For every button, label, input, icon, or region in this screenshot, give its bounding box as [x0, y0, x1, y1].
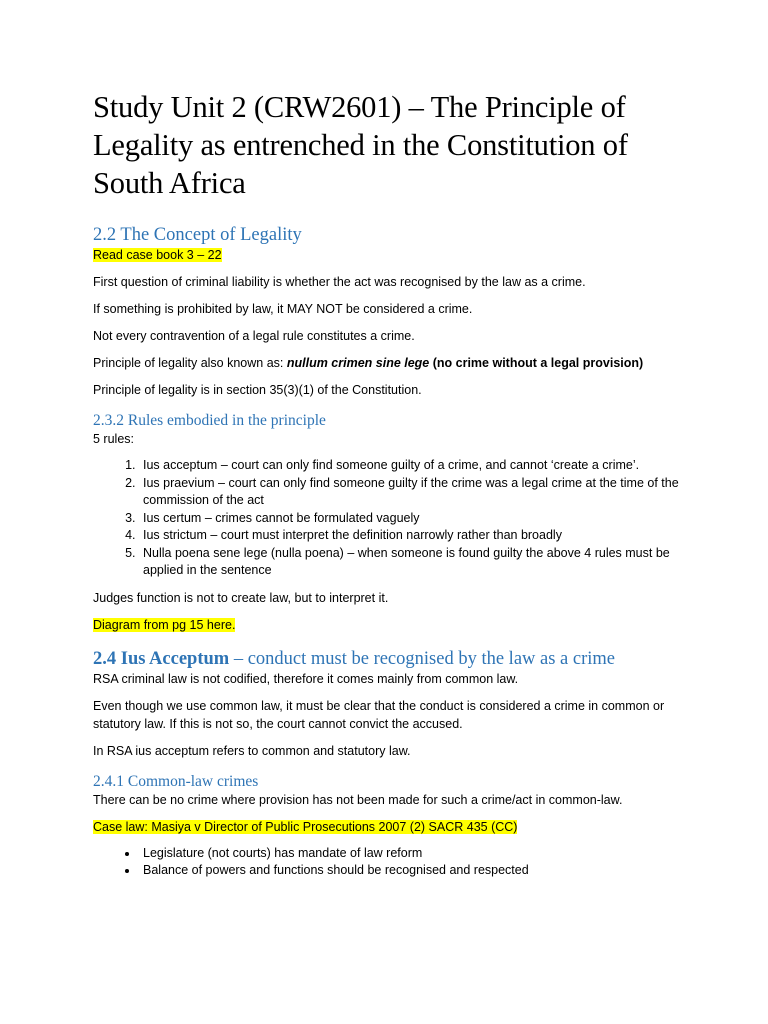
diagram-note-highlight: Diagram from pg 15 here.: [93, 617, 236, 632]
paragraph: Not every contravention of a legal rule constitutes a crime.: [93, 329, 415, 343]
heading-2-4-1: 2.4.1 Common-law crimes: [93, 772, 259, 790]
paragraph: If something is prohibited by law, it MAY NOT be considered a crime.: [93, 302, 473, 316]
paragraph: RSA criminal law is not codified, therefore it comes mainly from common law.: [93, 671, 519, 686]
heading-bold: 2.4 Ius Acceptum: [93, 648, 230, 669]
list-item: 1. Ius acceptum – court can only find someone guilty of a crime, and cannot ‘create a crime’.: [139, 457, 683, 475]
list-item: 4. Ius strictum – court must interpret the definition narrowly rather than broadly: [139, 527, 683, 545]
case-law-highlight: Case law: Masiya v Director of Public Prosecutions 2007 (2) SACR 435 (CC): [93, 819, 518, 834]
heading-rest: – conduct must be recognised by the law as a crime: [229, 648, 615, 669]
document-page: [93, 88, 683, 889]
paragraph: First question of criminal liability is whether the act was recognised by the law as a crime.: [93, 275, 586, 289]
list-item: 2. Ius praevium – court can only find someone guilty if the crime was a legal crime at the time of the commission of the act: [139, 475, 683, 510]
paragraph: Judges function is not to create law, but to interpret it.: [93, 590, 389, 605]
list-item: 3. Ius certum – crimes cannot be formulated vaguely: [139, 510, 683, 528]
read-case-book-highlight: Read case book 3 – 22: [93, 248, 222, 262]
list-item: • Balance of powers and functions should be recognised and respected: [139, 862, 683, 880]
latin-term: nullum crimen sine lege: [286, 356, 430, 370]
list-item: • Legislature (not courts) has mandate of law reform: [139, 845, 683, 863]
text: Principle of legality also known as:: [93, 356, 287, 370]
rules-intro: 5 rules:: [93, 432, 134, 446]
heading-2-4: [93, 648, 683, 670]
list-item: 5. Nulla poena sene lege (nulla poena) – when someone is found guilty the above 4 rules must be applied in the sentence: [139, 545, 683, 580]
rules-list: [93, 457, 683, 580]
translation: (no crime without a legal provision): [429, 356, 644, 370]
document-title: Study Unit 2 (CRW2601) – The Principle of Legality as entrenched in the Constitution of South Africa: [93, 90, 628, 200]
paragraph: There can be no crime where provision has not been made for such a crime/act in common-law.: [93, 792, 623, 807]
paragraph-legality-alias: [93, 354, 683, 372]
bullet-list: [93, 845, 683, 880]
paragraph: Principle of legality is in section 35(3)(1) of the Constitution.: [93, 383, 422, 397]
heading-2-2: 2.2 The Concept of Legality: [93, 225, 302, 245]
paragraph: Even though we use common law, it must be clear that the conduct is considered a crime in common or statutory law. If this is not so, the court cannot convict the accused.: [93, 698, 665, 731]
heading-2-3-2: 2.3.2 Rules embodied in the principle: [93, 412, 326, 429]
paragraph: In RSA ius acceptum refers to common and statutory law.: [93, 743, 411, 758]
